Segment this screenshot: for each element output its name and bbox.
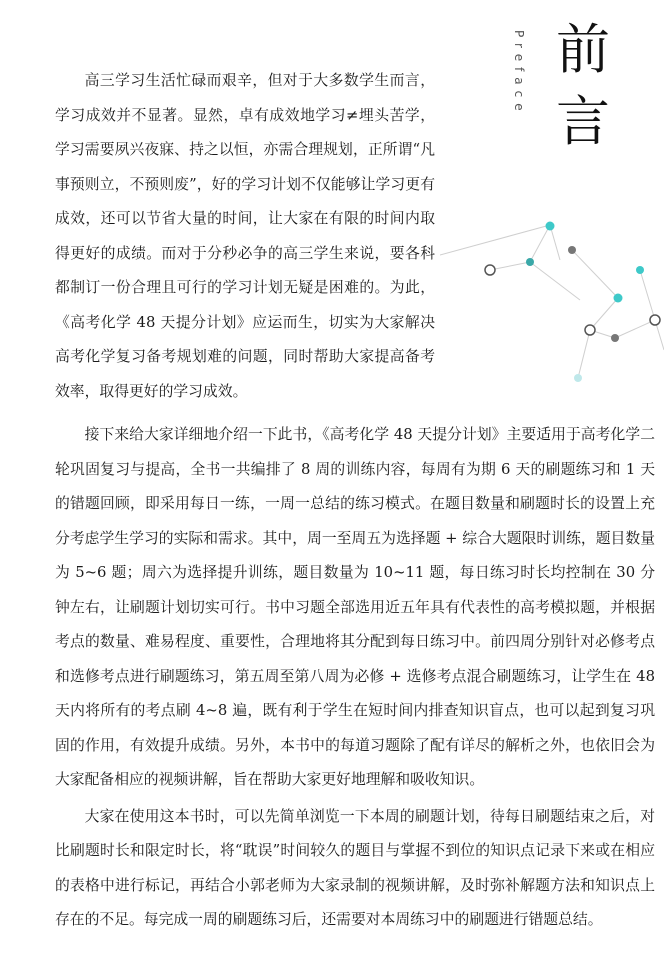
teal-node: [546, 222, 555, 231]
title-char-2: 言: [556, 90, 610, 153]
gray-node: [611, 334, 619, 342]
teal-node: [526, 258, 534, 266]
light-node: [574, 374, 582, 382]
page-title: [556, 14, 620, 158]
preface-label: Preface: [512, 30, 526, 117]
teal-node: [636, 266, 644, 274]
bottom-fade: [260, 936, 664, 964]
hollow-node: [585, 325, 595, 335]
decorative-network-graphic: [440, 200, 664, 400]
hollow-node: [485, 265, 495, 275]
hollow-node: [650, 315, 660, 325]
title-char-1: 前: [556, 18, 610, 81]
intro-block: [55, 64, 435, 409]
body-block: [55, 418, 655, 938]
intro-paragraph: 高三学习生活忙碌而艰辛，但对于大多数学生而言，学习成效并不显著。显然，卓有成效地学习≠埋头苦学，学习需要夙兴夜寐、持之以恒，亦需合理规划，正所谓“凡事预则立，不预则废”，好的学习计划不仅能够让学习更有成效，还可以节省大量的时间，让大家在有限的时间内取得更好的成绩。而对于分秒必争的高三学生来说，要各科都制订一份合理且可行的学习计划无疑是困难的。为此，《高考化学 48 天提分计划》应运而生，切实为大家解决高考化学复习备考规划难的问题，同时帮助大家提高备考效率，取得更好的学习成效。: [55, 72, 435, 400]
teal-node: [614, 294, 623, 303]
body-paragraph-1: 接下来给大家详细地介绍一下此书，《高考化学 48 天提分计划》主要适用于高考化学二轮巩固复习与提高，全书一共编排了 8 周的训练内容，每周有为期 6 天的刷题练习和 1 天的错题回顾，即采用每日一练，一周一总结的练习模式。在题目数量和刷题时长的设置上充分考虑学生学习的实际和需求。其中，周一至周五为选择题 + 综合大题限时训练，题目数量为 5~6 题；周六为选择提升训练，题目数量为 10~11 题，每日练习时长均控制在 30 分钟左右，让刷题计划切实可行。书中习题全部选用近五年具有代表性的高考模拟题，并根据考点的数量、难易程度、重要性，合理地将其分配到每日练习中。前四周分别针对必修考点和选修考点进行刷题练习，第五周至第八周为必修 + 选修考点混合刷题练习，让学生在 48 天内将所有的考点刷 4~8 遍，既有利于学生在短时间内排查知识盲点，也可以起到复习巩固的作用，有效提升成绩。另外，本书中的每道习题除了配有详尽的解析之外，也依旧会为大家配备相应的视频讲解，旨在帮助大家更好地理解和吸收知识。: [55, 426, 655, 788]
body-paragraph-2: 大家在使用这本书时，可以先简单浏览一下本周的刷题计划，待每日刷题结束之后，对比刷题时长和限定时长，将“耽误”时间较久的题目与掌握不到位的知识点记录下来或在相应的表格中进行标记，再结合小郭老师为大家录制的视频讲解，及时弥补解题方法和知识点上存在的不足。每完成一周的刷题练习后，还需要对本周练习中的刷题进行错题总结。: [55, 807, 655, 928]
gray-node: [568, 246, 576, 254]
